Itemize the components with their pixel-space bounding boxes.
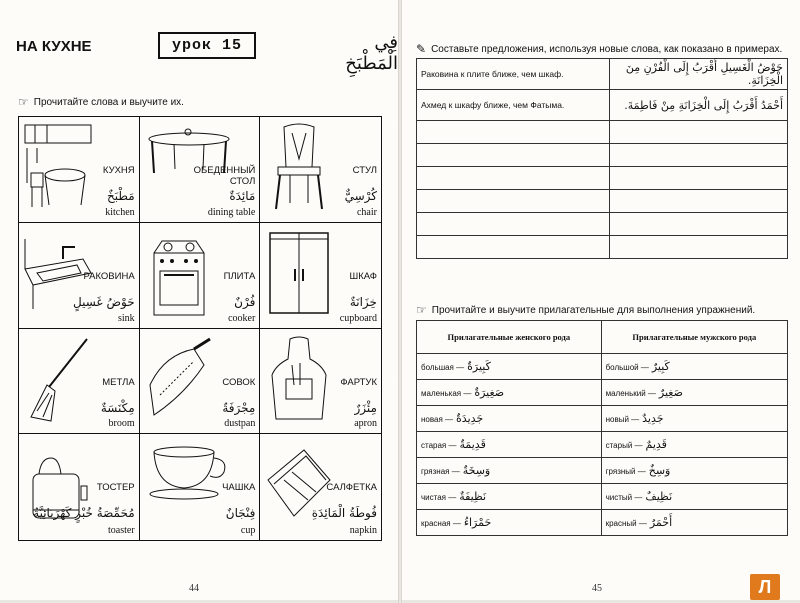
chair-icon	[264, 123, 334, 211]
vocab-russian: ТОСТЕР	[96, 482, 135, 494]
empty-cell	[609, 144, 787, 167]
vocab-english: cooker	[228, 312, 256, 324]
vocab-english: cupboard	[339, 312, 377, 324]
dustpan-icon	[144, 335, 214, 423]
apron-icon	[264, 335, 334, 423]
empty-cell	[609, 121, 787, 144]
vocab-english: dining table	[207, 206, 256, 218]
adjective-row	[417, 406, 788, 432]
adjective-feminine: красная — حَمْرَاءُ	[417, 510, 602, 536]
adjective-row	[417, 458, 788, 484]
sentence-row	[417, 59, 788, 90]
arabic-title: فِي الْمَطْبَخِ	[345, 32, 398, 74]
vocab-russian: СОВОК	[222, 376, 256, 388]
adjective-feminine: старая — قَدِيمَةٌ	[417, 432, 602, 458]
vocab-russian: ФАРТУК	[340, 376, 377, 388]
vocab-russian: ОБЕДЕННЫЙ СТОЛ	[193, 165, 256, 187]
vocab-russian: СТУЛ	[352, 165, 377, 176]
adjective-feminine: чистая — نَظِيفَةٌ	[417, 484, 602, 510]
page-number-left: 44	[189, 583, 199, 594]
empty-cell	[417, 236, 610, 259]
vocab-card	[19, 223, 140, 329]
vocab-english: cup	[240, 525, 256, 536]
vocab-arabic: مِئْزَرٌ	[354, 400, 377, 415]
vocab-arabic: مِجْرَفَةٌ	[222, 400, 256, 415]
cup-icon	[144, 442, 234, 502]
sentence-row	[417, 213, 788, 236]
sentence-row	[417, 190, 788, 213]
vocab-english: toaster	[108, 525, 135, 536]
right-page	[402, 0, 800, 600]
vocab-card	[260, 117, 381, 223]
empty-cell	[609, 167, 787, 190]
empty-cell	[417, 144, 610, 167]
pointing-hand-icon: ☞	[18, 95, 29, 109]
vocab-card	[19, 434, 140, 540]
vocab-arabic: مُحَمِّصَةُ خُبْزٍ كَهْرَبَائِيَّةٌ	[33, 506, 135, 521]
vocab-arabic: فِنْجَانٌ	[225, 506, 256, 521]
adjective-feminine: грязная — وَسِخَةٌ	[417, 458, 602, 484]
vocab-english: kitchen	[105, 206, 135, 218]
sentence-row	[417, 167, 788, 190]
col-header-feminine: Прилагательные женского рода	[417, 321, 602, 354]
vocab-card	[140, 117, 261, 223]
vocab-card	[140, 434, 261, 540]
vocab-arabic: خِزَانَةٌ	[349, 294, 377, 309]
page-title: НА КУХНЕ	[16, 38, 92, 55]
vocab-arabic: كُرْسِيٌّ	[344, 189, 377, 203]
vocab-card	[140, 329, 261, 435]
adjective-row	[417, 354, 788, 380]
vocab-english: chair	[356, 206, 377, 218]
vocab-card	[19, 329, 140, 435]
vocab-english: dustpan	[224, 418, 256, 430]
empty-cell	[417, 190, 610, 213]
vocab-arabic: مَائِدَةٌ	[229, 189, 256, 203]
vocab-card	[260, 434, 381, 540]
adjective-masculine: маленький — صَغِيرٌ	[601, 380, 787, 406]
left-page	[0, 0, 398, 600]
vocab-english: broom	[108, 418, 135, 430]
sentence-row	[417, 236, 788, 259]
adjective-row	[417, 432, 788, 458]
vocab-arabic: مِكْنَسَةٌ	[100, 400, 135, 415]
cooker-icon	[144, 229, 214, 317]
adjective-masculine: чистый — نَظِيفٌ	[601, 484, 787, 510]
sentence-row	[417, 121, 788, 144]
empty-cell	[609, 236, 787, 259]
adjective-feminine: новая — جَدِيدَةٌ	[417, 406, 602, 432]
vocab-arabic: فُرْنٌ	[234, 294, 256, 309]
kitchen-icon	[23, 123, 93, 211]
instruction-adjectives: ☞ Прочитайте и выучите прилагательные для выполнения упражнений.	[416, 303, 756, 317]
vocab-english: apron	[354, 418, 377, 430]
adjective-row	[417, 510, 788, 536]
sentence-row	[417, 90, 788, 121]
adjective-masculine: красный — أَحْمَرُ	[601, 510, 787, 536]
broom-icon	[23, 335, 93, 423]
pointing-hand-icon: ☞	[416, 303, 427, 317]
adjective-feminine: маленькая — صَغِيرَةٌ	[417, 380, 602, 406]
vocab-card	[140, 223, 261, 329]
vocab-russian: МЕТЛА	[102, 376, 135, 388]
sentence-russian: Раковина к плите ближе, чем шкаф.	[417, 59, 610, 90]
empty-cell	[609, 190, 787, 213]
instruction-compose: ✎ Составьте предложения, используя новые слова, как показано в примерах.	[416, 42, 783, 56]
vocab-russian: ШКАФ	[349, 270, 377, 282]
vocab-russian: ПЛИТА	[223, 270, 256, 282]
col-header-masculine: Прилагательные мужского рода	[601, 321, 787, 354]
empty-cell	[609, 213, 787, 236]
instruction-read: ☞ Прочитайте слова и выучите их.	[18, 95, 184, 109]
sentence-table	[416, 58, 788, 259]
cupboard-icon	[264, 229, 334, 317]
adjective-masculine: большой — كَبِيرٌ	[601, 354, 787, 380]
vocab-russian: РАКОВИНА	[83, 270, 135, 282]
adjective-masculine: старый — قَدِيمٌ	[601, 432, 787, 458]
vocab-card	[260, 223, 381, 329]
vocab-russian: САЛФЕТКА	[326, 482, 377, 494]
vocab-english: sink	[117, 312, 135, 324]
adjective-feminine: большая — كَبِيرَةٌ	[417, 354, 602, 380]
lesson-number: урок 15	[158, 32, 256, 59]
adjective-masculine: грязный — وَسِخٌ	[601, 458, 787, 484]
vocabulary-grid	[18, 116, 382, 541]
vocab-russian: ЧАШКА	[222, 482, 256, 494]
publisher-logo: Л	[750, 574, 780, 600]
adjective-masculine: новый — جَدِيدٌ	[601, 406, 787, 432]
vocab-arabic: حَوْضُ غَسِيلٍ	[73, 294, 135, 309]
vocab-arabic: مَطْبَخٌ	[107, 189, 135, 203]
adjectives-table	[416, 320, 788, 536]
adjective-row	[417, 484, 788, 510]
empty-cell	[417, 213, 610, 236]
vocab-english: napkin	[349, 525, 377, 536]
sentence-arabic: حَوْضُ الْغَسِيلِ أَقْرَبُ إِلَى الْفُرْنِ مِنَ الْخِزَانَةِ.	[609, 59, 787, 90]
pencil-icon: ✎	[416, 42, 427, 56]
vocab-card	[260, 329, 381, 435]
empty-cell	[417, 121, 610, 144]
vocab-arabic: فُوطَةُ الْمَائِدَةِ	[311, 506, 377, 521]
sentence-row	[417, 144, 788, 167]
sentence-arabic: أَحْمَدُ أَقْرَبُ إِلَى الْخِزَانَةِ مِنْ فَاطِمَةَ.	[609, 90, 787, 121]
page-number-right: 45	[592, 583, 602, 594]
vocab-russian: КУХНЯ	[102, 165, 135, 176]
empty-cell	[417, 167, 610, 190]
vocab-card	[19, 117, 140, 223]
sentence-russian: Ахмед к шкафу ближе, чем Фатыма.	[417, 90, 610, 121]
adjective-row	[417, 380, 788, 406]
